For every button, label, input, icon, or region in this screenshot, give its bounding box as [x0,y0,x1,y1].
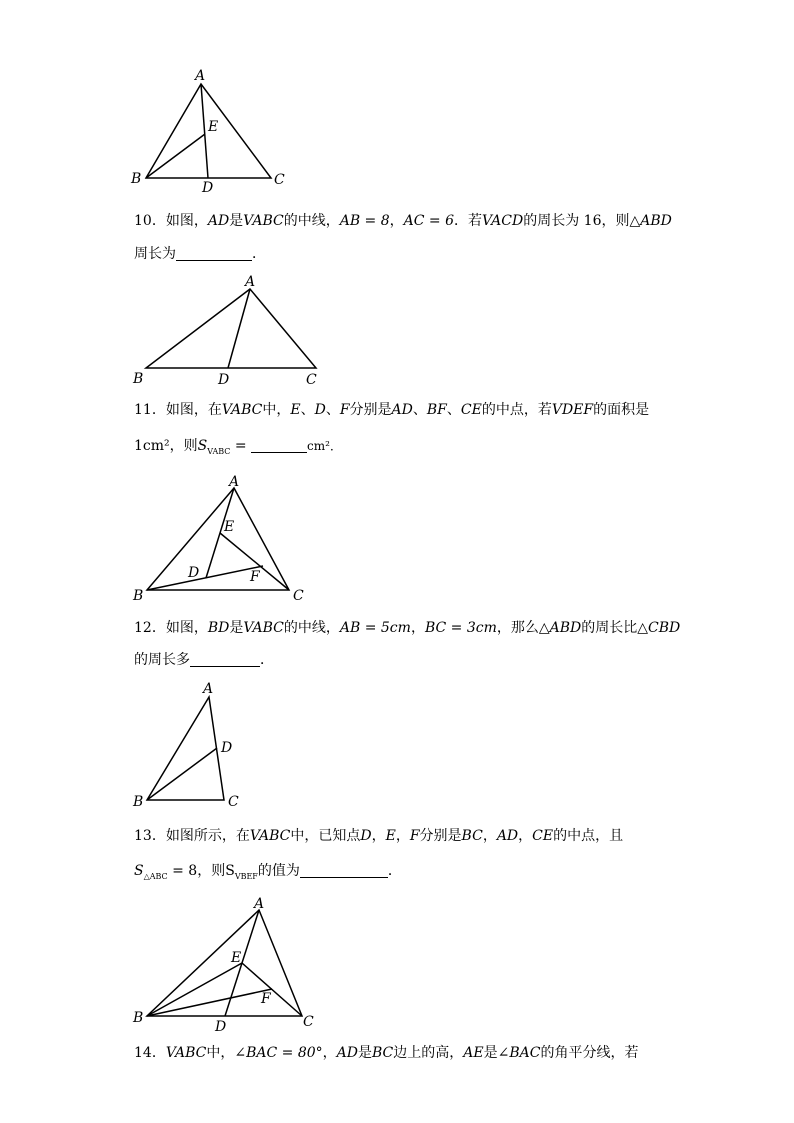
q10-part: 的周长为 16，则△ [523,213,641,229]
q13-line2 [134,862,402,886]
fig12-label-D: D [221,740,233,756]
q13-part: 的中点，且 [553,828,624,844]
q11-part: VABC [221,402,263,418]
q13-part: ， [518,828,533,844]
q12-part: AB = 5cm [339,620,411,636]
q13-part: ， [482,828,497,844]
q12-part: ，那么△ [496,620,550,636]
q10-prefix: 周长为 [134,246,176,262]
q14-line1 [134,1044,638,1062]
q11-part: 、 [325,402,340,418]
fig11-label-F: F [250,569,260,585]
q11-unit: cm²． [307,439,342,453]
q14-part: VABC [165,1045,207,1061]
q11-part: BF [426,402,447,418]
fig11-label-A: A [229,474,240,490]
q14-part: ， [322,1045,337,1061]
q11-number: 11．如图，在 [134,402,222,418]
fig11-label-C: C [293,588,304,604]
fig13-label-F: F [261,991,271,1007]
fig13-label-A: A [254,896,265,912]
q13-part: BC [461,828,483,844]
fig12-label-C: C [228,794,239,810]
q13-part: CE [532,828,554,844]
q13-part: AD [496,828,519,844]
q10-part: 是 [229,213,244,229]
q11-area: 1cm² [134,438,170,454]
q13-part: ， [395,828,410,844]
q13-part: VABC [249,828,291,844]
q11-part: 分别是 [349,402,392,418]
q13-then: ，则S [197,863,235,879]
q11-part: F [339,402,350,418]
q13-number: 13．如图所示，在 [134,828,250,844]
q10-line2 [134,245,266,263]
fig10-label-A: A [245,274,256,290]
q11-part: 的中点，若 [481,402,552,418]
q12-part: VABC [243,620,284,636]
fig13-label-B: B [133,1010,144,1026]
q10-part: ．若 [454,213,483,229]
q14-part: 是 [358,1045,372,1061]
fig11-label-D: D [188,565,200,581]
fig9-label-C: C [274,172,285,188]
figure-q13-triangle [132,896,314,1035]
q11-part: 中， [262,402,291,418]
q13-s-label: S [134,863,144,879]
q11-equals: = [230,438,252,454]
q13-s2-sub: VBEF [234,871,258,881]
q11-part: 的面积是 [593,402,650,418]
q11-part: D [314,402,326,418]
q12-number: 12．如图， [134,620,208,636]
q12-line1 [134,619,680,637]
q10-part: AD [207,213,230,229]
q14-part: 中， [206,1045,235,1061]
q13-part: E [385,828,396,844]
fig10-label-B: B [133,371,144,387]
q11-s-label: S [197,438,208,454]
q10-number: 10．如图， [134,213,208,229]
figure-q10-triangle [132,274,317,388]
q11-part: 、 [412,402,427,418]
q12-answer-blank[interactable] [190,652,260,667]
q13-s-sub: △ABC [143,871,168,881]
figure-q11-triangle [132,474,304,604]
fig11-label-E: E [224,519,235,535]
fig10-label-D: D [218,372,230,388]
q13-part: F [409,828,420,844]
q12-line2 [134,651,274,669]
q14-part: 是 [483,1045,498,1061]
q10-line1 [134,212,672,230]
q13-s-value: = 8 [167,863,198,879]
fig10-label-C: C [306,372,317,388]
q11-line2 [134,437,342,461]
q10-part: ABD [640,213,672,229]
fig13-label-D: D [215,1019,227,1035]
q13-answer-blank[interactable] [300,863,388,878]
fig13-label-E: E [231,950,242,966]
q14-part: 的角平分线，若 [540,1045,639,1061]
q11-answer-blank[interactable] [251,438,307,453]
fig11-label-B: B [133,588,144,604]
q12-part: 的周长比△ [581,620,649,636]
q12-part: 的中线， [283,620,340,636]
q14-part: ∠BAC = 80° [234,1045,323,1061]
q10-part: VABC [243,213,284,229]
q14-part: BC [372,1045,394,1061]
q11-line1 [134,401,649,419]
q14-part: 14． [134,1045,166,1061]
q11-part: AD [391,402,413,418]
q11-part: 、 [300,402,315,418]
q13-part: ， [371,828,386,844]
q11-part: 、 [446,402,461,418]
fig13-label-C: C [303,1014,314,1030]
q14-part: AD [336,1045,358,1061]
q10-answer-blank[interactable] [176,246,252,261]
q13-line1 [134,827,623,845]
q13-suffix: ． [387,863,402,879]
q14-part: 边上的高， [393,1045,464,1061]
q13-part: D [360,828,372,844]
q13-part: 中，已知点 [290,828,361,844]
q11-part: VDEF [551,402,594,418]
q12-part: BC = 3cm [424,620,497,636]
q14-part: AE [463,1045,484,1061]
q11-then: ，则 [169,438,198,454]
q10-part: 的中线， [283,213,340,229]
fig12-label-A: A [203,681,214,697]
fig12-label-B: B [133,794,144,810]
q11-s-sub: VABC [207,446,231,456]
q10-part: AB = 8 [339,213,390,229]
q10-suffix: ． [252,246,266,262]
q10-part: ， [389,213,404,229]
q13-value-text: 的值为 [257,863,300,879]
fig9-label-D: D [202,180,214,196]
figure-q12-triangle [132,681,239,810]
q11-part: E [290,402,301,418]
fig9-label-E: E [208,119,219,135]
q10-part: VACD [482,213,524,229]
q11-part: CE [460,402,482,418]
q12-part: ， [410,620,425,636]
q12-part: 是 [229,620,244,636]
q12-part: CBD [648,620,681,636]
q12-part: BD [207,620,230,636]
q10-part: AC = 6 [403,213,455,229]
q13-part: 分别是 [419,828,462,844]
figure-q9-triangle [130,68,285,196]
fig9-label-B: B [131,171,142,187]
q12-part: ABD [549,620,582,636]
q12-prefix: 的周长多 [134,652,190,668]
q12-suffix: ． [260,652,274,668]
fig9-label-A: A [195,68,206,84]
q14-part: ∠BAC [497,1045,541,1061]
